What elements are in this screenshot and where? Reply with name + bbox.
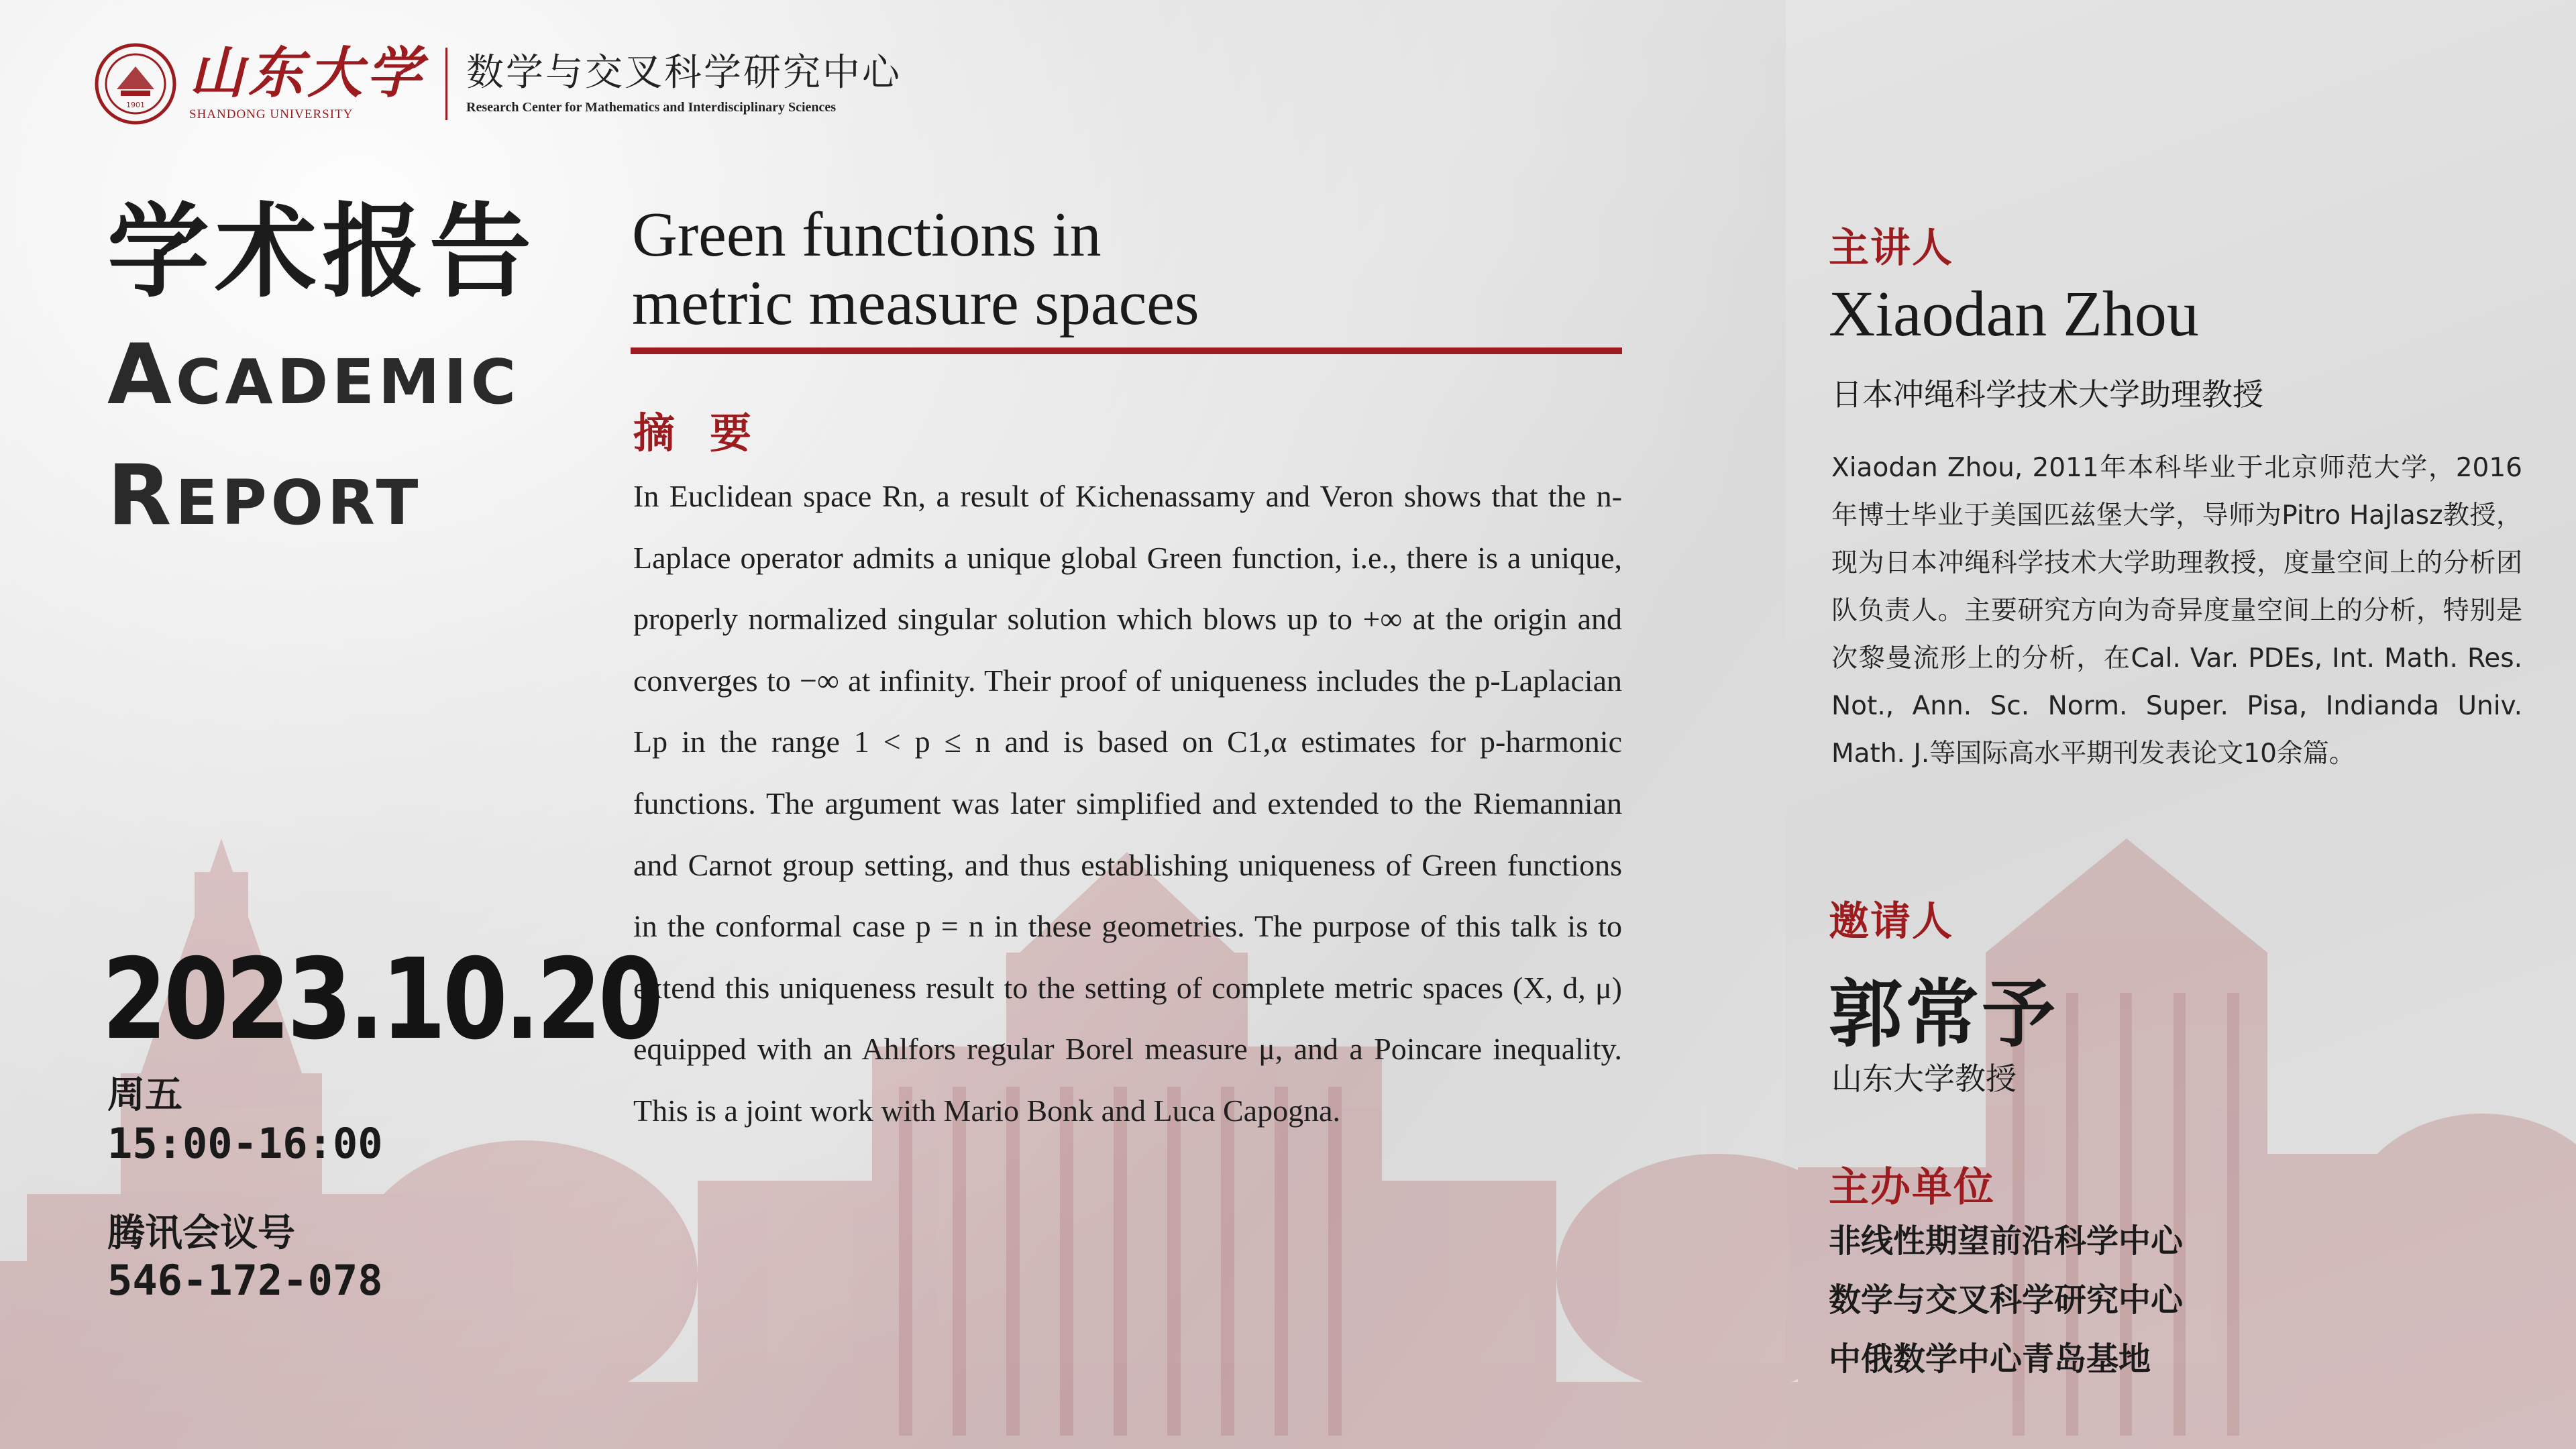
- title-divider: [631, 347, 1622, 354]
- speaker-bio: Xiaodan Zhou, 2011年本科毕业于北京师范大学，2016年博士毕业于美国匹兹堡大学，导师为Pitro Hajlasz教授，现为日本冲绳科学技术大学助理教授，度量空间上的分析团队负责人。主要研究方向为奇异度量空间上的分析，特别是次黎曼流形上的分析，在Cal. Var. PDEs, Int. Math. Res. Not., Ann. Sc. Norm. Super. Pisa, Indianda Univ. Math. J.等国际高水平期刊发表论文10余篇。: [1831, 453, 2522, 769]
- speaker-affiliation: 日本冲绳科学技术大学助理教授: [1831, 376, 2263, 413]
- organizer-item: 中俄数学中心青岛基地: [1829, 1340, 2151, 1378]
- organizers-label: 主办单位: [1829, 1164, 1995, 1211]
- talk-title: [632, 201, 1638, 337]
- header-divider: [445, 48, 447, 120]
- meeting-label: 腾讯会议号: [107, 1212, 295, 1255]
- speaker-name: Xiaodan Zhou: [1829, 278, 2199, 350]
- research-center-cn: 数学与交叉科学研究中心: [466, 50, 902, 95]
- organizer-item: 数学与交叉科学研究中心: [1829, 1281, 2184, 1319]
- host-label: 邀请人: [1829, 898, 1953, 945]
- talk-weekday: 周五: [107, 1073, 182, 1117]
- academic-word: ACADEMIC: [107, 327, 521, 423]
- research-center-en: Research Center for Mathematics and Interdisciplinary Sciences: [466, 100, 837, 115]
- host-affiliation: 山东大学教授: [1831, 1061, 2017, 1097]
- university-seal-icon: [94, 42, 177, 125]
- university-name-script: 山东大学: [189, 41, 425, 105]
- academic-report-en: [107, 315, 520, 557]
- speaker-label: 主讲人: [1829, 225, 1953, 272]
- talk-date: 2023.10.20: [102, 935, 660, 1065]
- abstract-text: In Euclidean space Rn, a result of Kichenassamy and Veron shows that the n-Laplace operator admits a unique global Green function, i.e., there is a unique, properly normalized singular solution which blows up to +∞ at the origin and converges to −∞ at infinity. Their proof of uniqueness includes the p-Laplacian Lp in the range 1 < p ≤ n and is based on C1,α estimates for p-harmonic functions. The argument was later simplified and extended to the Riemannian and Carnot group setting, and thus establishing uniqueness of Green functions in the conformal case p = n in these geometries. The purpose of this talk is to extend this uniqueness result to the setting of complete metric spaces (X, d, μ) equipped with an Ahlfors regular Borel measure μ, and a Poincare inequality. This is a joint work with Mario Bonk and Luca Capogna.: [633, 479, 1622, 1128]
- organizer-item: 非线性期望前沿科学中心: [1829, 1222, 2184, 1260]
- talk-title-line-1: Green functions in: [632, 200, 1102, 270]
- organizers-list: [1829, 1212, 2183, 1389]
- talk-time: 15:00-16:00: [107, 1119, 383, 1168]
- report-word: REPORT: [107, 447, 423, 544]
- university-wordmark: [189, 41, 425, 122]
- research-center-name: [466, 52, 902, 116]
- academic-report-cn: 学术报告: [107, 193, 537, 311]
- seal-year: 1901: [126, 101, 145, 109]
- university-name-en: SHANDONG UNIVERSITY: [189, 107, 354, 121]
- talk-title-line-2: metric measure spaces: [632, 268, 1199, 338]
- header-logo-bar: [94, 40, 902, 127]
- meeting-id: 546-172-078: [107, 1256, 383, 1305]
- abstract-heading: 摘要: [633, 409, 787, 458]
- host-name: 郭常予: [1829, 971, 2058, 1057]
